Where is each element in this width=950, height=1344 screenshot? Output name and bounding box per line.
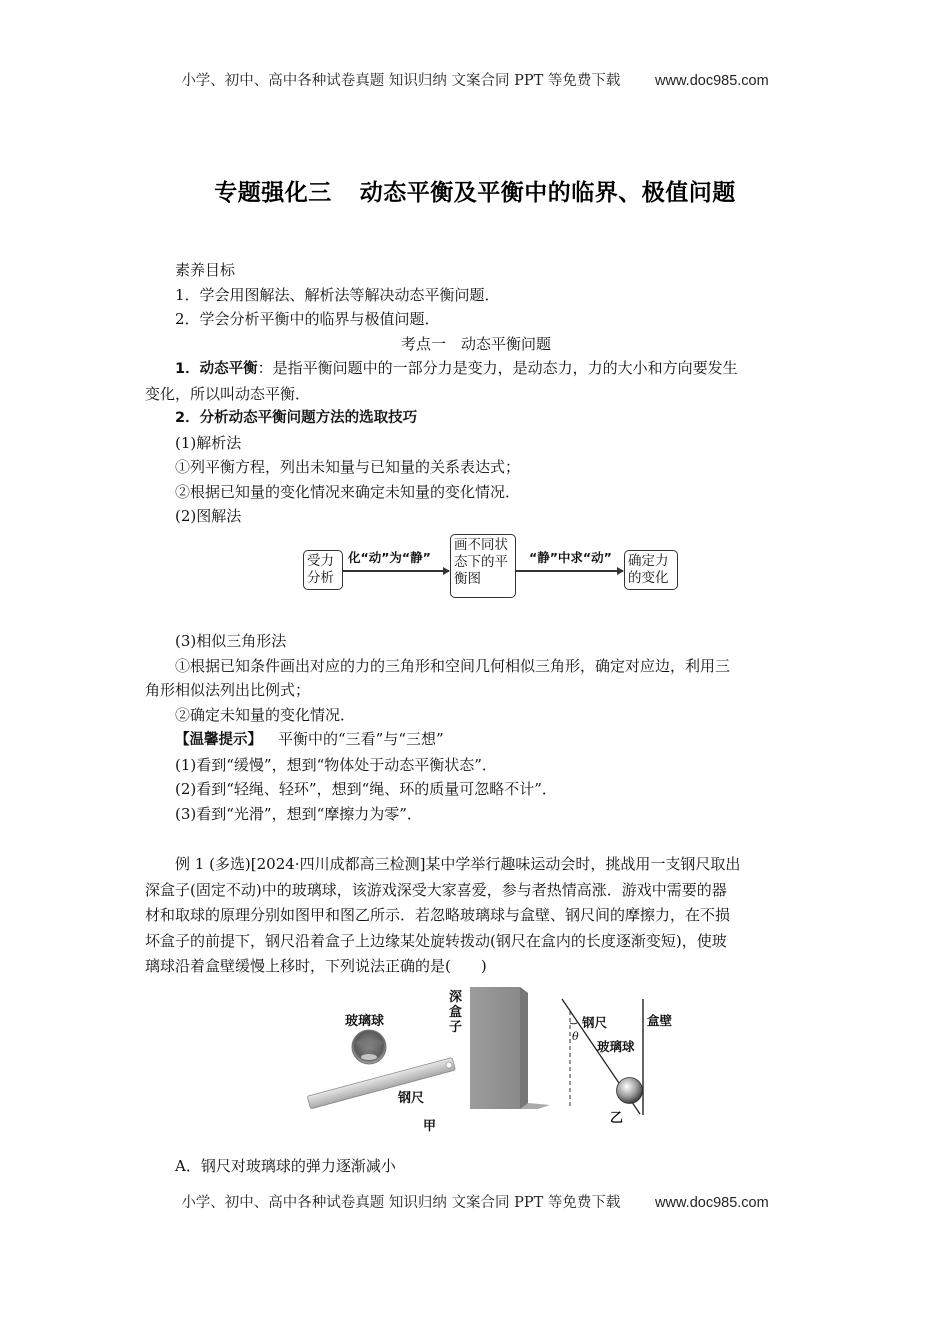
figure-illustration [300,985,695,1125]
method3-step1-line1: ①根据已知条件画出对应的力的三角形和空间几何相似三角形，确定对应边，利用三 [175,656,731,675]
jia-caption: 甲 [423,1119,437,1134]
method1-step: ①列平衡方程，列出未知量与已知量的关系表达式； [175,458,521,476]
yi-wall-label: 盒壁 [647,1013,673,1028]
objectives-heading: 素养目标 [175,261,236,279]
title-part2: 动态平衡及平衡中的临界、极值问题 [359,180,736,206]
tip-item: (3)看到“光滑”，想到“摩擦力为零”． [175,804,422,823]
deep-box-photo [470,987,550,1109]
method2-heading: (2)图解法 [175,507,242,525]
flow-box-text: 分析 [307,570,334,586]
section-heading: 考点一 动态平衡问题 [400,334,551,353]
page-header [0,69,950,90]
yi-ruler-label: 钢尺 [582,1015,608,1030]
method3-section [145,629,807,826]
flow-box-draw-diagrams [450,534,516,598]
graphic-method-flow-diagram [303,534,678,598]
option-a[interactable]: A．钢尺对玻璃球的弹力逐渐减小 [175,1157,396,1175]
flow-arrow-2 [516,570,623,572]
method3-heading: (3)相似三角形法 [175,632,287,650]
point2-label: 2．分析动态平衡问题方法的选取技巧 [175,410,418,426]
objectives-section [145,258,807,529]
method1-heading: (1)解析法 [175,433,242,452]
flow-box-text: 衡图 [454,571,481,587]
point1-line1 [145,356,807,382]
page-title [0,174,950,207]
tip-item: (2)看到“轻绳、轻环”，想到“绳、环的质量可忽略不计”． [175,780,557,798]
glass-ball-diagram [617,1078,643,1104]
flow-arrow-1 [343,570,449,572]
point1-line2: 变化，所以叫动态平衡． [145,384,311,403]
objective-item: 1．学会用图解法、解析法等解决动态平衡问题． [175,285,500,304]
tip-label: 【温馨提示】 [175,732,262,748]
page-footer [0,1191,950,1212]
method1-step: ②根据已知量的变化情况来确定未知量的变化情况． [175,482,521,501]
method3-step2: ②确定未知量的变化情况． [175,705,356,724]
flow-box-force-analysis [303,550,343,590]
example-options [145,1154,807,1179]
flow-box-text: 受力 [307,553,334,569]
jia-box-label: 深盒子 [449,990,463,1035]
title-part1: 专题强化三 [214,180,332,206]
flow-arrow-label-2: “静”中求“动” [529,550,612,565]
example-line: 例 1 (多选)[2024·四川成都高三检测]某中学举行趣味运动会时，挑战用一支钢尺取出 [175,855,741,873]
angle-arc [570,1022,578,1024]
example-line: 深盒子(固定不动)中的玻璃球，该游戏深受大家喜爱，参与者热情高涨．游戏中需要的器 [145,880,727,899]
objective-item: 2．学会分析平衡中的临界与极值问题． [175,310,440,328]
steel-ruler-photo [307,1057,455,1108]
jia-ball-label: 玻璃球 [345,1014,385,1029]
header-url[interactable]: www.doc985.com [655,73,769,89]
flow-box-text: 确定力 [628,553,669,569]
header-text: 小学、初中、高中各种试卷真题 知识归纳 文案合同 PPT 等免费下载 [181,73,621,89]
glass-ball-photo [352,1030,386,1064]
flow-box-text: 画不同状 [454,537,508,553]
tip-item: (1)看到“缓慢”，想到“物体处于动态平衡状态”． [175,755,497,774]
flow-arrow-label-1: 化“动”为“静” [348,550,431,565]
jia-ruler-label: 钢尺 [398,1091,425,1106]
footer-text: 小学、初中、高中各种试卷真题 知识归纳 文案合同 PPT 等免费下载 [181,1195,621,1211]
tip-heading: 平衡中的“三看”与“三想” [278,730,444,748]
point1-text: ：是指平衡问题中的一部分力是变力，是动态力，力的大小和方向要发生 [257,359,738,377]
tip-heading-line [145,727,807,753]
yi-caption: 乙 [610,1111,624,1126]
footer-url[interactable]: www.doc985.com [655,1195,769,1211]
yi-ball-label: 玻璃球 [597,1039,635,1054]
point1-label: 1．动态平衡 [175,361,258,377]
flow-box-text: 的变化 [628,570,669,586]
example-line: 坏盒子的前提下，钢尺沿着盒子上边缘某处旋转拨动(钢尺在盒内的长度逐渐变短)，使玻 [145,931,727,950]
example-figure [300,985,695,1134]
example-line: 材和取球的原理分别如图甲和图乙所示．若忽略玻璃球与盒壁、钢尺间的摩擦力，在不损 [145,906,731,924]
method3-step1-line2: 角形相似法列出比例式； [145,681,311,699]
flow-box-determine-change [624,550,678,590]
flow-box-text: 态下的平 [454,554,508,570]
example-line: 璃球沿着盒壁缓慢上移时，下列说法正确的是( ) [145,957,487,975]
example-1 [145,852,807,980]
yi-angle-label: θ [572,1030,579,1043]
